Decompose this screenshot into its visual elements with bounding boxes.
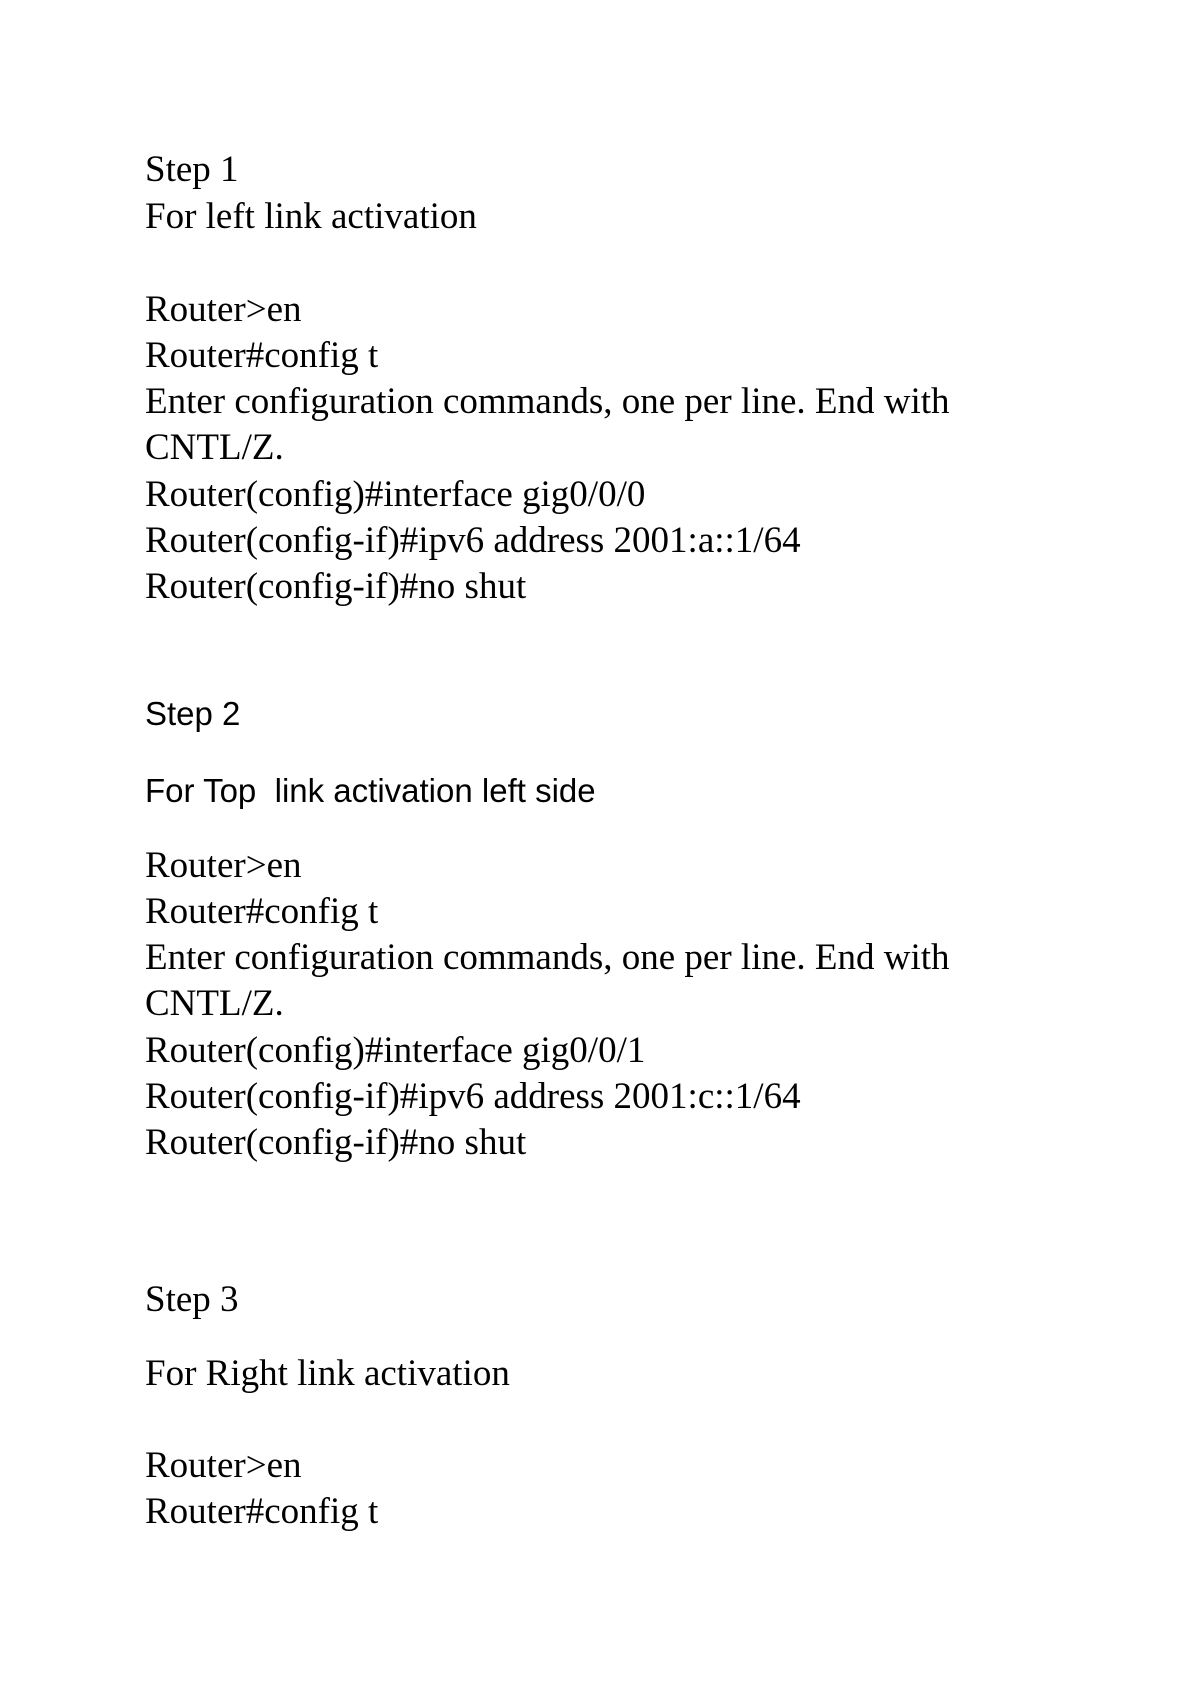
command-line: Router>en [145, 1445, 302, 1486]
command-line: Router(config-if)#no shut [145, 566, 527, 607]
step-3-title: Step 3 [145, 1279, 239, 1320]
step-1-subtitle: For left link activation [145, 196, 477, 237]
command-line: Router>en [145, 845, 302, 886]
command-line: Router(config-if)#ipv6 address 2001:a::1/64 [145, 520, 801, 561]
command-line: Enter configuration commands, one per line. End with [145, 381, 950, 422]
step-1-title: Step 1 [145, 149, 239, 190]
step-3-subtitle: For Right link activation [145, 1353, 510, 1394]
command-line: Router>en [145, 289, 302, 330]
command-line: Router(config-if)#ipv6 address 2001:c::1/64 [145, 1076, 801, 1117]
step-2-title: Step 2 [145, 695, 241, 732]
command-line: Router#config t [145, 891, 379, 932]
command-line: Router#config t [145, 1491, 379, 1532]
command-line: Router(config-if)#no shut [145, 1122, 527, 1163]
command-line: CNTL/Z. [145, 983, 284, 1024]
command-line: Router#config t [145, 335, 379, 376]
command-line: Router(config)#interface gig0/0/1 [145, 1030, 646, 1071]
step-2-subtitle: For Top link activation left side [145, 772, 596, 809]
command-line: Router(config)#interface gig0/0/0 [145, 474, 646, 515]
command-line: Enter configuration commands, one per line. End with [145, 937, 950, 978]
command-line: CNTL/Z. [145, 427, 284, 468]
